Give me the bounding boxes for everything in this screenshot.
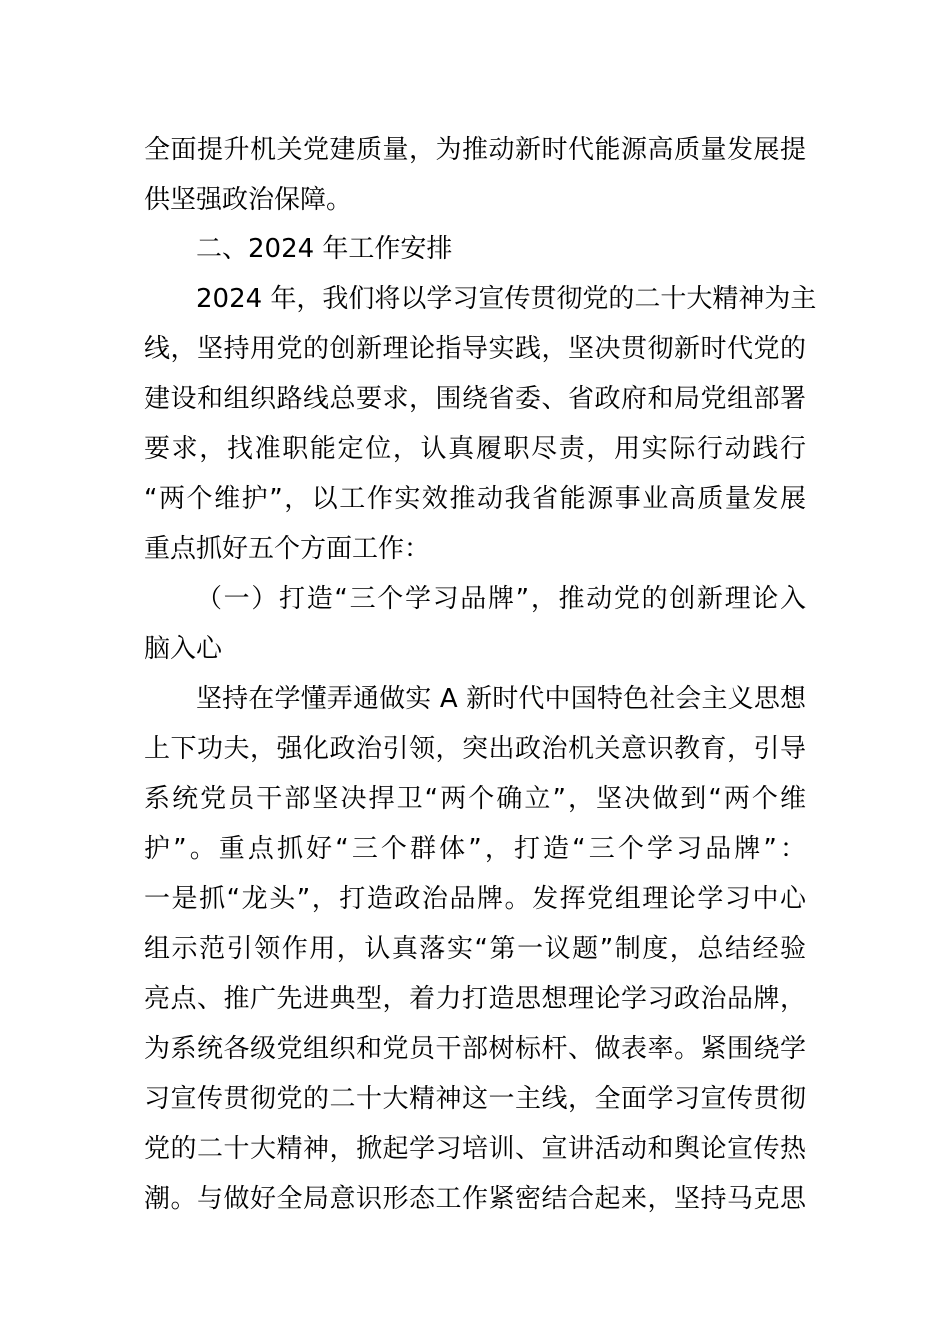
text-line: 线，坚持用党的创新理论指导实践，坚决贯彻新时代党的 — [144, 334, 806, 364]
text-line: 重点抓好五个方面工作： — [144, 534, 431, 564]
subsection-heading-cont: 脑入心 — [144, 634, 223, 664]
text-line: 护”。重点抓好“三个群体”，打造“三个学习品牌”： — [144, 834, 806, 864]
text-line: 要求，找准职能定位，认真履职尽责，用实际行动践行 — [144, 434, 806, 464]
subsection-heading: （一）打造“三个学习品牌”，推动党的创新理论入 — [196, 584, 806, 614]
text-line: 习宣传贯彻党的二十大精神这一主线，全面学习宣传贯彻 — [144, 1084, 806, 1114]
text-line: 坚持在学懂弄通做实 A 新时代中国特色社会主义思想 — [196, 684, 806, 714]
text-line: 供坚强政治保障。 — [144, 185, 353, 215]
text-line: 潮。与做好全局意识形态工作紧密结合起来，坚持马克思 — [144, 1184, 806, 1214]
text-line: 组示范引领作用，认真落实“第一议题”制度，总结经验 — [144, 934, 806, 964]
text-line: 全面提升机关党建质量，为推动新时代能源高质量发展提 — [144, 135, 806, 165]
text-line: “两个维护”，以工作实效推动我省能源事业高质量发展 — [144, 484, 806, 514]
section-heading: 二、2024 年工作安排 — [196, 234, 453, 264]
text-line: 上下功夫，强化政治引领，突出政治机关意识教育，引导 — [144, 734, 806, 764]
text-line: 一是抓“龙头”，打造政治品牌。发挥党组理论学习中心 — [144, 884, 806, 914]
text-line: 2024 年，我们将以学习宣传贯彻党的二十大精神为主 — [196, 284, 817, 314]
text-line: 建设和组织路线总要求，围绕省委、省政府和局党组部署 — [144, 384, 806, 414]
text-line: 亮点、推广先进典型，着力打造思想理论学习政治品牌， — [144, 984, 806, 1014]
text-line: 为系统各级党组织和党员干部树标杆、做表率。紧围绕学 — [144, 1034, 806, 1064]
text-line: 系统党员干部坚决捍卫“两个确立”，坚决做到“两个维 — [144, 784, 806, 814]
text-line: 党的二十大精神，掀起学习培训、宣讲活动和舆论宣传热 — [144, 1134, 806, 1164]
